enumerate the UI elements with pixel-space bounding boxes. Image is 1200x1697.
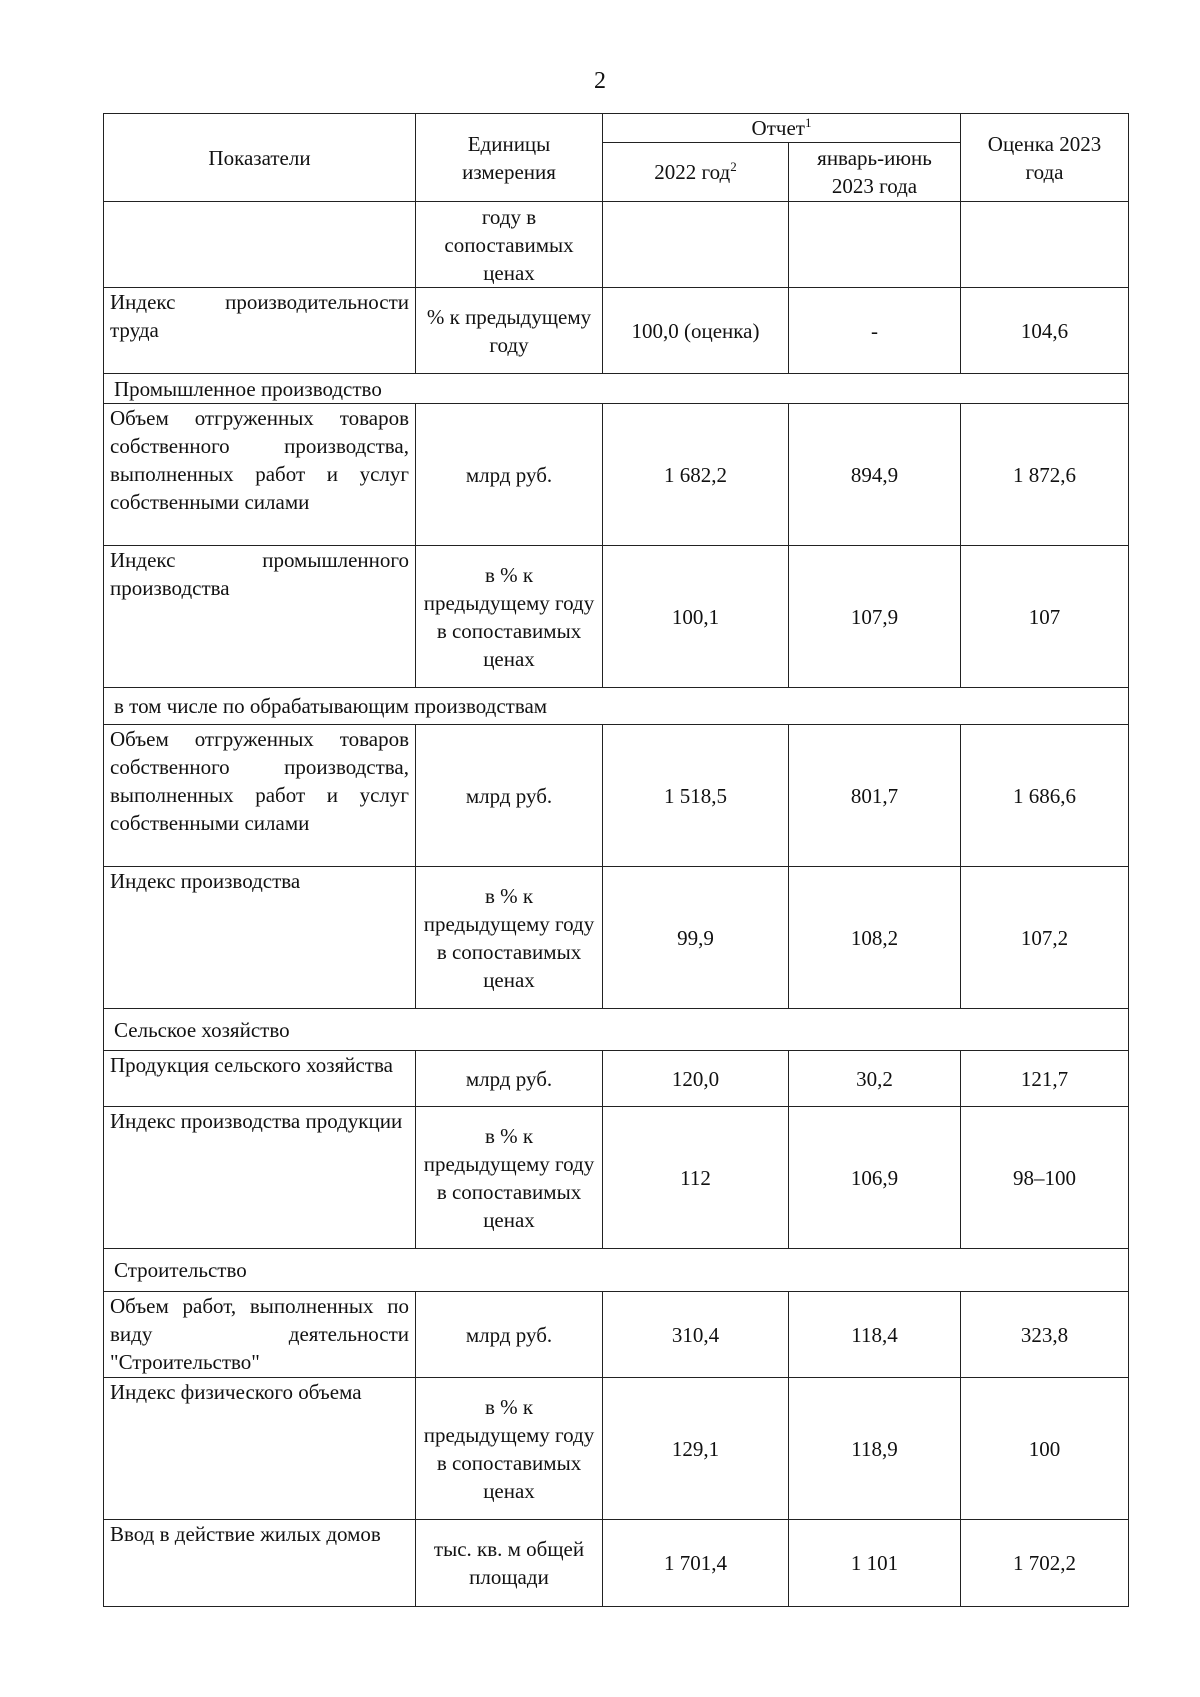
indicator-name-cell: Ввод в действие жилых домов <box>104 1520 416 1607</box>
value-2022-cell: 99,9 <box>603 867 789 1009</box>
indicator-name-cell: Объем отгруженных товаров собственного производства, выполненных работ и услуг собственными силами <box>104 725 416 867</box>
value-jan-jun-cell: 108,2 <box>789 867 961 1009</box>
header-report-footnote: 1 <box>804 115 812 130</box>
unit-cell: млрд руб. <box>416 725 603 867</box>
value-2022-cell: 1 518,5 <box>603 725 789 867</box>
value-jan-jun-cell: 106,9 <box>789 1107 961 1249</box>
section-label: Сельское хозяйство <box>104 1009 1129 1051</box>
section-label: в том числе по обрабатывающим производствам <box>104 688 1129 725</box>
section-row <box>104 1009 1129 1051</box>
table-row <box>104 404 1129 546</box>
value-jan-jun-cell <box>789 202 961 288</box>
header-estimate: Оценка 2023 года <box>961 114 1129 202</box>
indicator-name-cell: Объем работ, выполненных по виду деятельности "Строительство" <box>104 1292 416 1378</box>
table-row <box>104 1051 1129 1107</box>
indicators-table <box>103 113 1129 1607</box>
header-year-2022-label: 2022 год <box>654 160 731 184</box>
value-estimate-cell: 323,8 <box>961 1292 1129 1378</box>
value-jan-jun-cell: 1 101 <box>789 1520 961 1607</box>
value-2022-cell <box>603 202 789 288</box>
value-jan-jun-cell: 30,2 <box>789 1051 961 1107</box>
value-estimate-cell: 121,7 <box>961 1051 1129 1107</box>
header-jan-jun: январь-июнь 2023 года <box>789 143 961 202</box>
value-jan-jun-cell: 118,4 <box>789 1292 961 1378</box>
indicator-name-cell: Индекс промышленного производства <box>104 546 416 688</box>
indicator-name-cell: Индекс производства продукции <box>104 1107 416 1249</box>
value-estimate-cell: 1 872,6 <box>961 404 1129 546</box>
section-row <box>104 1249 1129 1292</box>
value-2022-cell: 1 701,4 <box>603 1520 789 1607</box>
table-body <box>104 202 1129 1607</box>
unit-cell: в % к предыдущему году в сопоставимых ценах <box>416 1107 603 1249</box>
table-row <box>104 546 1129 688</box>
section-label: Промышленное производство <box>104 374 1129 404</box>
unit-cell: млрд руб. <box>416 404 603 546</box>
value-estimate-cell: 1 702,2 <box>961 1520 1129 1607</box>
table-row <box>104 867 1129 1009</box>
value-estimate-cell: 100 <box>961 1378 1129 1520</box>
section-label: Строительство <box>104 1249 1129 1292</box>
table-row <box>104 1520 1129 1607</box>
unit-cell: тыс. кв. м общей площади <box>416 1520 603 1607</box>
value-estimate-cell: 107,2 <box>961 867 1129 1009</box>
value-2022-cell: 100,1 <box>603 546 789 688</box>
value-estimate-cell: 104,6 <box>961 288 1129 374</box>
value-2022-cell: 112 <box>603 1107 789 1249</box>
table-row <box>104 1292 1129 1378</box>
indicator-name-cell: Индекс производительности труда <box>104 288 416 374</box>
indicator-name-cell: Объем отгруженных товаров собственного производства, выполненных работ и услуг собственными силами <box>104 404 416 546</box>
value-jan-jun-cell: 801,7 <box>789 725 961 867</box>
header-year-2022 <box>603 143 789 202</box>
indicator-name-cell <box>104 202 416 288</box>
unit-cell: млрд руб. <box>416 1292 603 1378</box>
table-row <box>104 288 1129 374</box>
table-row <box>104 1107 1129 1249</box>
value-jan-jun-cell: - <box>789 288 961 374</box>
unit-cell: году в сопоставимых ценах <box>416 202 603 288</box>
value-jan-jun-cell: 107,9 <box>789 546 961 688</box>
value-2022-cell: 129,1 <box>603 1378 789 1520</box>
table-row <box>104 202 1129 288</box>
unit-cell: в % к предыдущему году в сопоставимых ценах <box>416 867 603 1009</box>
value-2022-cell: 120,0 <box>603 1051 789 1107</box>
page-number: 2 <box>594 68 606 94</box>
section-row <box>104 688 1129 725</box>
header-report <box>603 114 961 143</box>
section-row <box>104 374 1129 404</box>
value-2022-cell: 100,0 (оценка) <box>603 288 789 374</box>
indicator-name-cell: Индекс физического объема <box>104 1378 416 1520</box>
header-indicators: Показатели <box>104 114 416 202</box>
unit-cell: в % к предыдущему году в сопоставимых ценах <box>416 546 603 688</box>
indicator-name-cell: Индекс производства <box>104 867 416 1009</box>
header-year-2022-footnote: 2 <box>730 159 737 174</box>
unit-cell: % к предыдущему году <box>416 288 603 374</box>
unit-cell: млрд руб. <box>416 1051 603 1107</box>
header-units: Единицы измерения <box>416 114 603 202</box>
value-estimate-cell <box>961 202 1129 288</box>
indicator-name-cell: Продукция сельского хозяйства <box>104 1051 416 1107</box>
value-jan-jun-cell: 118,9 <box>789 1378 961 1520</box>
value-estimate-cell: 107 <box>961 546 1129 688</box>
table-row <box>104 725 1129 867</box>
value-2022-cell: 1 682,2 <box>603 404 789 546</box>
value-estimate-cell: 98–100 <box>961 1107 1129 1249</box>
table-row <box>104 1378 1129 1520</box>
value-jan-jun-cell: 894,9 <box>789 404 961 546</box>
unit-cell: в % к предыдущему году в сопоставимых ценах <box>416 1378 603 1520</box>
value-2022-cell: 310,4 <box>603 1292 789 1378</box>
header-report-label: Отчет <box>751 116 805 140</box>
value-estimate-cell: 1 686,6 <box>961 725 1129 867</box>
